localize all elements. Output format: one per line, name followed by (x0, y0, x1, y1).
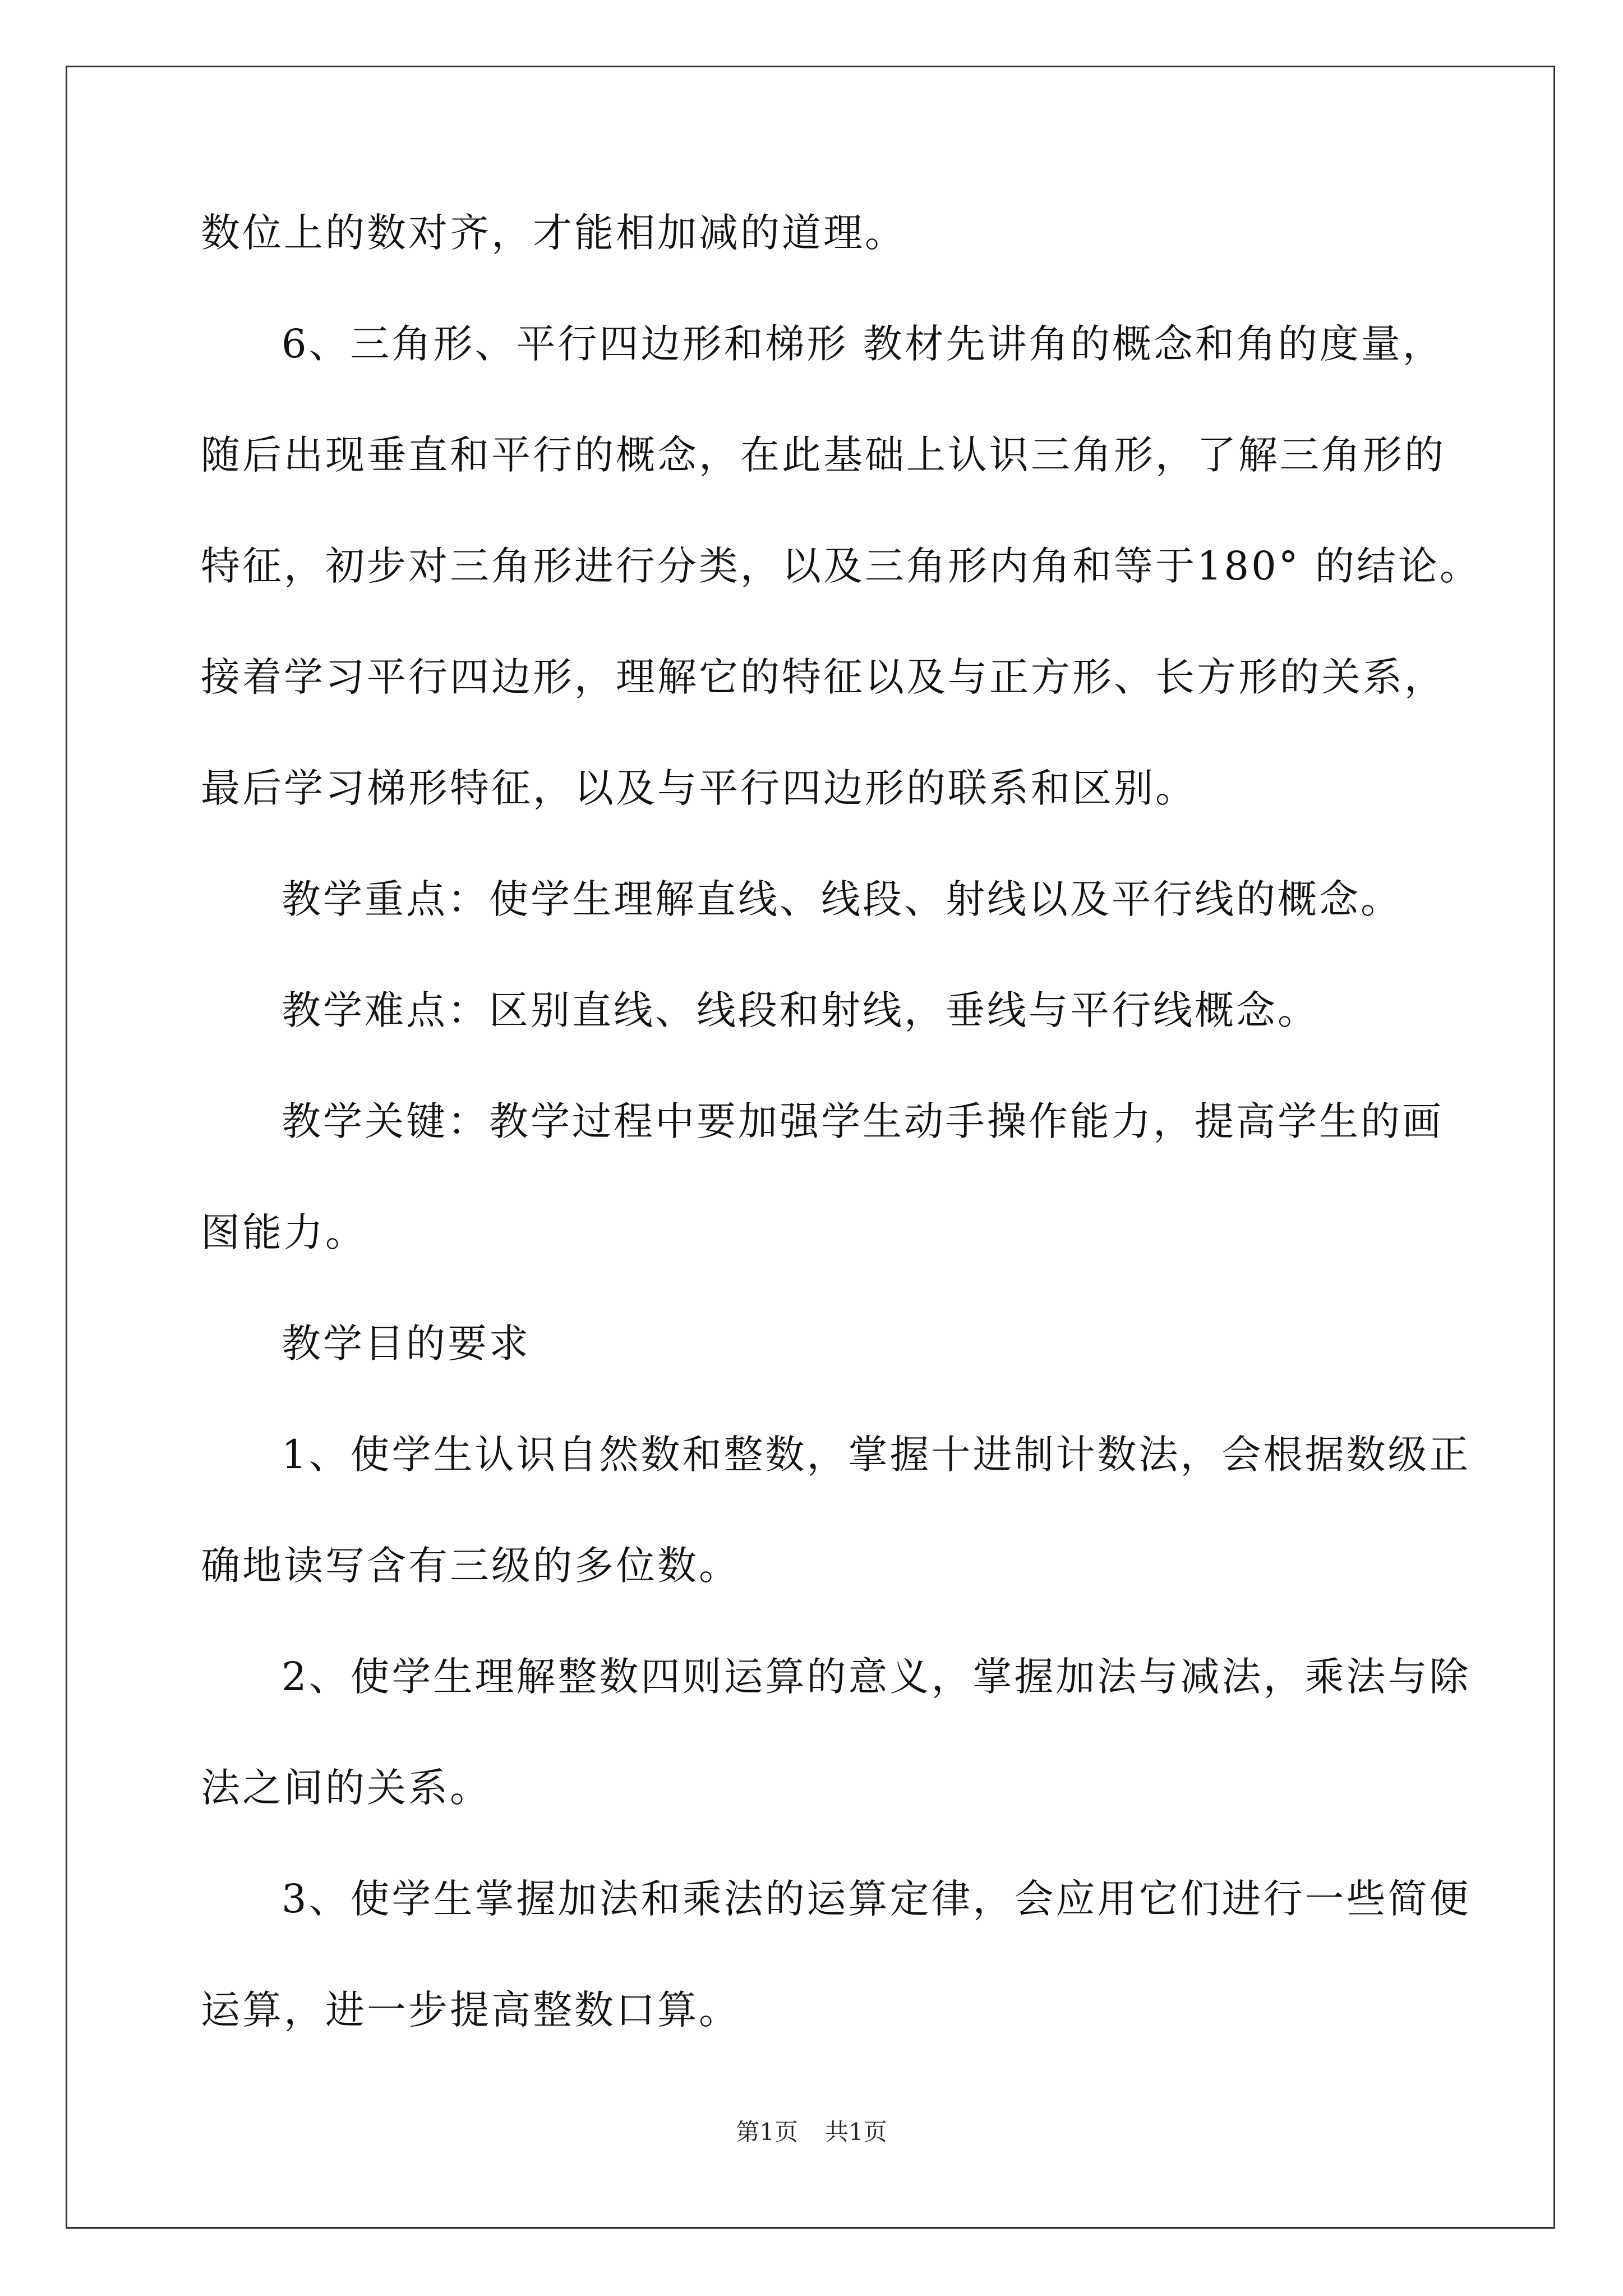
text-line: 接着学习平行四边形，理解它的特征以及与正方形、长方形的关系， (201, 654, 1446, 700)
text-line: 随后出现垂直和平行的概念，在此基础上认识三角形，了解三角形的 (201, 432, 1446, 478)
text-line: 最后学习梯形特征，以及与平行四边形的联系和区别。 (201, 765, 1197, 811)
text-line: 图能力。 (201, 1209, 367, 1255)
text-line: 教学关键：教学过程中要加强学生动手操作能力，提高学生的画 (282, 1098, 1444, 1144)
text-line: 法之间的关系。 (201, 1765, 491, 1811)
text-line: 3、使学生掌握加法和乘法的运算定律，会应用它们进行一些简便 (282, 1876, 1471, 1922)
text-line: 运算，进一步提高整数口算。 (201, 1987, 740, 2033)
section-heading: 教学目的要求 (282, 1320, 531, 1366)
page-total: 共1页 (825, 2118, 887, 2146)
page-footer (0, 2120, 1623, 2144)
text-line: 确地读写含有三级的多位数。 (201, 1543, 740, 1589)
text-line: 6、三角形、平行四边形和梯形 教材先讲角的概念和角的度量， (282, 321, 1444, 367)
text-line: 1、使学生认识自然数和整数，掌握十进制计数法，会根据数级正 (282, 1432, 1471, 1478)
text-line: 特征，初步对三角形进行分类，以及三角形内角和等于180° 的结论。 (201, 543, 1481, 589)
text-line: 2、使学生理解整数四则运算的意义，掌握加法与减法，乘法与除 (282, 1654, 1471, 1700)
text-line: 教学重点：使学生理解直线、线段、射线以及平行线的概念。 (282, 876, 1402, 922)
text-line: 数位上的数对齐，才能相加减的道理。 (201, 210, 906, 256)
page-number: 第1页 (736, 2118, 798, 2146)
text-line: 教学难点：区别直线、线段和射线，垂线与平行线概念。 (282, 987, 1319, 1033)
